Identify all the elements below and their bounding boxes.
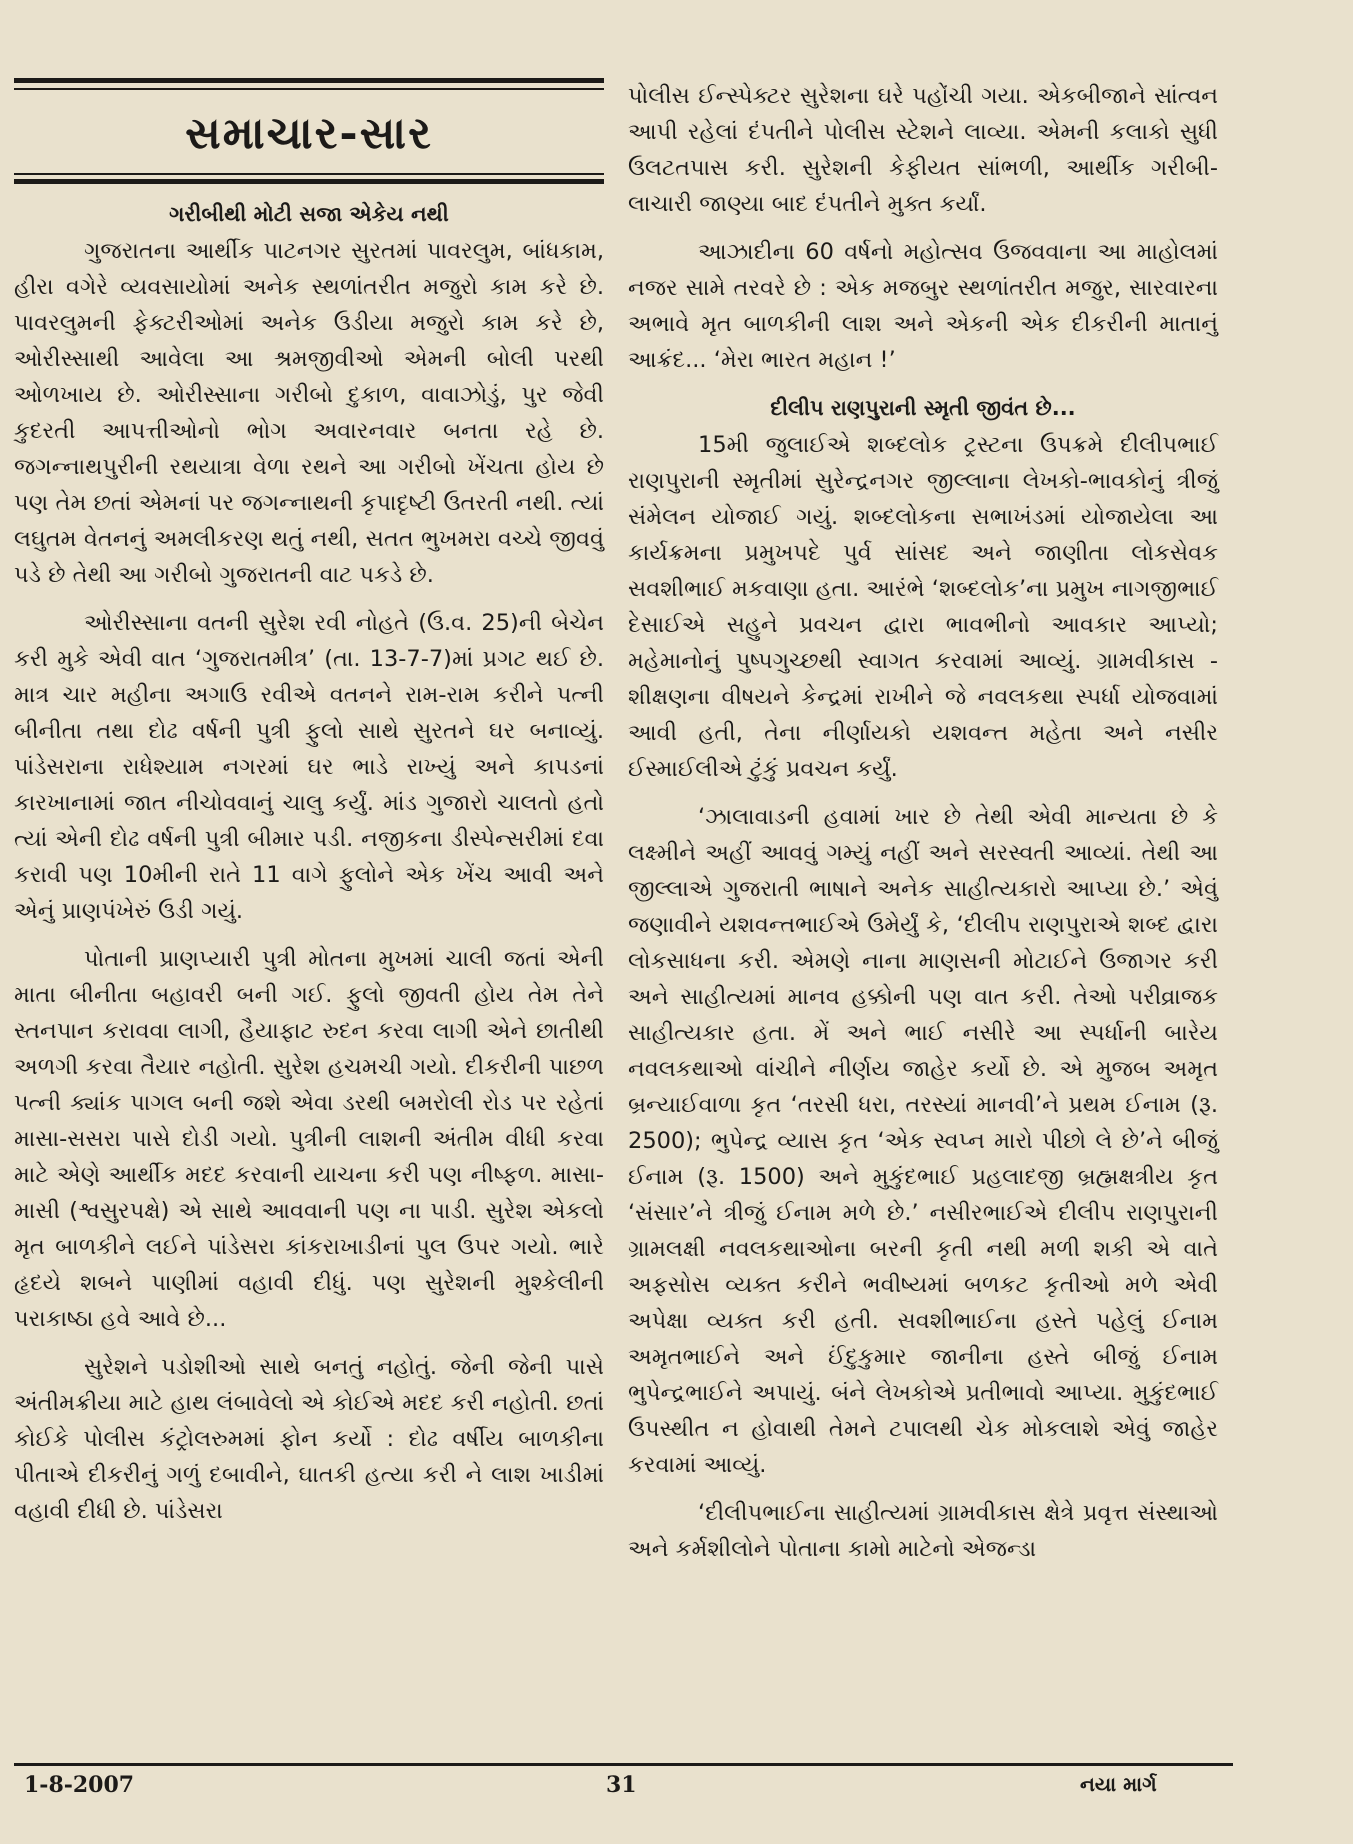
masthead-bottom-rule: [14, 179, 604, 184]
article-paragraph: પોતાની પ્રાણપ્યારી પુત્રી મોતના મુખમાં ચાલી જતાં એની માતા બીનીતા બહાવરી બની ગઈ. ફુલો જીવતી હોય તેમ તેને સ્તનપાન કરાવવા લાગી, હૈયાફાટ રુદન કરવા લાગી એને છાતીથી અળગી કરવા તૈયાર નહોતી. સુરેશ હચમચી ગયો. દીકરીની પાછળ પત્ની ક્યાંક પાગલ બની જશે એવા ડરથી બમરોલી રોડ પર રહેતાં માસા-સસરા પાસે દોડી ગયો. પુત્રીની લાશની અંતીમ વીધી કરવા માટે એણે આર્થીક મદદ કરવાની યાચના કરી પણ નીષ્ફળ. માસા-માસી (શ્વસુરપક્ષે) એ સાથે આવવાની પણ ના પાડી. સુરેશ એકલો મૃત બાળકીને લઈને પાંડેસરા કાંકરાખાડીનાં પુલ ઉપર ગયો. ભારે હૃદયે શબને પાણીમાં વહાવી દીધું. પણ સુરેશની મુશ્કેલીની પરાકાષ્ઠા હવે આવે છે...: [14, 946, 604, 1332]
page-footer: [0, 1763, 1353, 1803]
article-paragraph: સુરેશને પડોશીઓ સાથે બનતું નહોતું. જેની જેની પાસે અંતીમક્રીયા માટે હાથ લંબાવેલો એ કોઈએ મદદ કરી નહોતી. છતાં કોઈકે પોલીસ કંટ્રોલરુમમાં ફોન કર્યો : દોઢ વર્ષીય બાળકીના પીતાએ દીકરીનું ગળું દબાવીને, ઘાતકી હત્યા કરી ને લાશ ખાડીમાં વહાવી દીધી છે. પાંડેસરા: [14, 1354, 604, 1524]
masthead-bottom-rule-thin: [14, 173, 604, 175]
article-paragraph-continued: પોલીસ ઈન્સ્પેક્ટર સુરેશના ઘરે પહોંચી ગયા. એકબીજાને સાંત્વન આપી રહેલાં દંપતીને પોલીસ સ્ટેશને લાવ્યા. એમની કલાકો સુધી ઉલટતપાસ કરી. સુરેશની કેફીયત સાંભળી, આર્થીક ગરીબી-લાચારી જાણ્યા બાદ દંપતીને મુક્ત કર્યાં.: [628, 83, 1218, 217]
right-column: [628, 78, 1218, 1579]
left-column: [14, 78, 604, 1541]
magazine-name: નયા માર્ગ: [1080, 1772, 1157, 1796]
article-paragraph: ‘ઝાલાવાડની હવામાં ખાર છે તેથી એવી માન્યતા છે કે લક્ષ્મીને અહીં આવવું ગમ્યું નહીં અને સરસ્વતી આવ્યાં. તેથી આ જીલ્લાએ ગુજરાતી ભાષાને અનેક સાહીત્યકારો આપ્યા છે.’ એવું જણાવીને યશવન્તભાઈએ ઉમેર્યું કે, ‘દીલીપ રાણપુરાએ શબ્દ દ્વારા લોકસાધના કરી. એમણે નાના માણસની મોટાઈને ઉજાગર કરી અને સાહીત્યમાં માનવ હક્કોની પણ વાત કરી. તેઓ પરીવ્રાજક સાહીત્યકાર હતા. મેં અને ભાઈ નસીરે આ સ્પર્ધાની બારેય નવલકથાઓ વાંચીને નીર્ણય જાહેર કર્યો છે. એ મુજબ અમૃત બ્રન્યાઈવાળા કૃત ‘તરસી ધરા, તરસ્યાં માનવી’ને પ્રથમ ઈનામ (રૂ. 2500); ભુપેન્દ્ર વ્યાસ કૃત ‘એક સ્વપ્ન મારો પીછો લે છે’ને બીજું ઈનામ (રૂ. 1500) અને મુકુંદભાઈ પ્રહલાદજી બ્રહ્મક્ષત્રીય કૃત ‘સંસાર’ને ત્રીજું ઈનામ મળે છે.’ નસીરભાઈએ દીલીપ રાણપુરાની ગ્રામલક્ષી નવલકથાઓના બરની કૃતી નથી મળી શકી એ વાતે અફસોસ વ્યક્ત કરીને ભવીષ્યમાં બળકટ કૃતીઓ મળે એવી અપેક્ષા વ્યક્ત કરી હતી. સવશીભાઈના હસ્તે પહેલું ઈનામ અમૃતભાઈને અને ઈંદુકુમાર જાનીના હસ્તે બીજું ઈનામ ભુપેન્દ્રભાઈને અપાયું. બંને લેખકોએ પ્રતીભાવો આપ્યા. મુકુંદભાઈ ઉપસ્થીત ન હોવાથી તેમને ટપાલથી ચેક મોકલાશે એવું જાહેર કરવામાં આવ્યું.: [628, 804, 1218, 1478]
article-paragraph: ગુજરાતના આર્થીક પાટનગર સુરતમાં પાવરલુમ, બાંધકામ, હીરા વગેરે વ્યવસાયોમાં અનેક સ્થળાંતરીત મજુરો કામ કરે છે. પાવરલુમની ફેક્ટરીઓમાં અનેક ઉડીયા મજુરો કામ કરે છે, ઓરીસ્સાથી આવેલા આ શ્રમજીવીઓ એમની બોલી પરથી ઓળખાય છે. ઓરીસ્સાના ગરીબો દુકાળ, વાવાઝોડું, પુર જેવી કુદરતી આપત્તીઓનો ભોગ અવારનવાર બનતા રહે છે. જગન્નાથપુરીની રથયાત્રા વેળા રથને આ ગરીબો ખેંચતા હોય છે પણ તેમ છતાં એમનાં પર જગન્નાથની કૃપાદૃષ્ટી ઉતરતી નથી. ત્યાં લઘુતમ વેતનનું અમલીકરણ થતું નથી, સતત ભુખમરા વચ્ચે જીવવું પડે છે તેથી આ ગરીબો ગુજરાતની વાટ પકડે છે.: [14, 238, 604, 588]
article-paragraph: 15મી જુલાઈએ શબ્દલોક ટ્રસ્ટના ઉપક્રમે દીલીપભાઈ રાણપુરાની સ્મૃતીમાં સુરેન્દ્રનગર જીલ્લાના લેખકો-ભાવકોનું ત્રીજું સંમેલન યોજાઈ ગયું. શબ્દલોકના સભાખંડમાં યોજાયેલા આ કાર્યક્રમના પ્રમુખપદે પુર્વ સાંસદ અને જાણીતા લોકસેવક સવશીભાઈ મકવાણા હતા. આરંભે ‘શબ્દલોક’ના પ્રમુખ નાગજીભાઈ દેસાઈએ સહુને પ્રવચન દ્વારા ભાવભીનો આવકાર આપ્યો; મહેમાનોનું પુષ્પગુચ્છથી સ્વાગત કરવામાં આવ્યું. ગ્રામવીકાસ - શીક્ષણના વીષયને કેન્દ્રમાં રાખીને જે નવલકથા સ્પર્ધા યોજવામાં આવી હતી, તેના નીર્ણાયકો યશવન્ત મહેતા અને નસીર ઈસ્માઈલીએ ટુંકું પ્રવચન કર્યું.: [628, 432, 1218, 782]
article-headline-poverty: ગરીબીથી મોટી સજા એકેય નથી: [169, 202, 449, 226]
footer-rule: [14, 1763, 1233, 1766]
article-paragraph: ‘દીલીપભાઈના સાહીત્યમાં ગ્રામવીકાસ ક્ષેત્રે પ્રવૃત્ત સંસ્થાઓ અને કર્મશીલોને પોતાના કામો માટેનો એજન્ડા: [628, 1500, 1218, 1562]
section-masthead: સમાચાર-સાર: [185, 108, 433, 159]
article-headline-dilip-ranpura: દીલીપ રાણપુરાની સ્મૃતી જીવંત છે...: [770, 396, 1076, 420]
page-number: 31: [606, 1772, 637, 1798]
article-paragraph: આઝાદીના 60 વર્ષનો મહોત્સવ ઉજવવાના આ માહોલમાં નજર સામે તરવરે છે : એક મજબુર સ્થળાંતરીત મજુર, સારવારના અભાવે મૃત બાળકીની લાશ અને એકની એક દીકરીની માતાનું આક્રંદ... ‘મેરા ભારત મહાન !’: [628, 239, 1218, 373]
article-paragraph: ઓરીસ્સાના વતની સુરેશ રવી નોહતે (ઉ.વ. 25)ની બેચેન કરી મુકે એવી વાત ‘ગુજરાતમીત્ર’ (તા. 13-7-7)માં પ્રગટ થઈ છે. માત્ર ચાર મહીના અગાઉ રવીએ વતનને રામ-રામ કરીને પત્ની બીનીતા તથા દોઢ વર્ષની પુત્રી ફુલો સાથે સુરતને ઘર બનાવ્યું. પાંડેસરાના રાધેશ્યામ નગરમાં ઘર ભાડે રાખ્યું અને કાપડનાં કારખાનામાં જાત નીચોવવાનું ચાલુ કર્યું. માંડ ગુજારો ચાલતો હતો ત્યાં એની દોઢ વર્ષની પુત્રી બીમાર પડી. નજીકના ડીસ્પેન્સરીમાં દવા કરાવી પણ 10મીની રાતે 11 વાગે ફુલોને એક ખેંચ આવી અને એનું પ્રાણપંખેરું ઉડી ગયું.: [14, 610, 604, 924]
masthead-top-rule: [14, 78, 604, 83]
issue-date: 1-8-2007: [24, 1772, 135, 1798]
